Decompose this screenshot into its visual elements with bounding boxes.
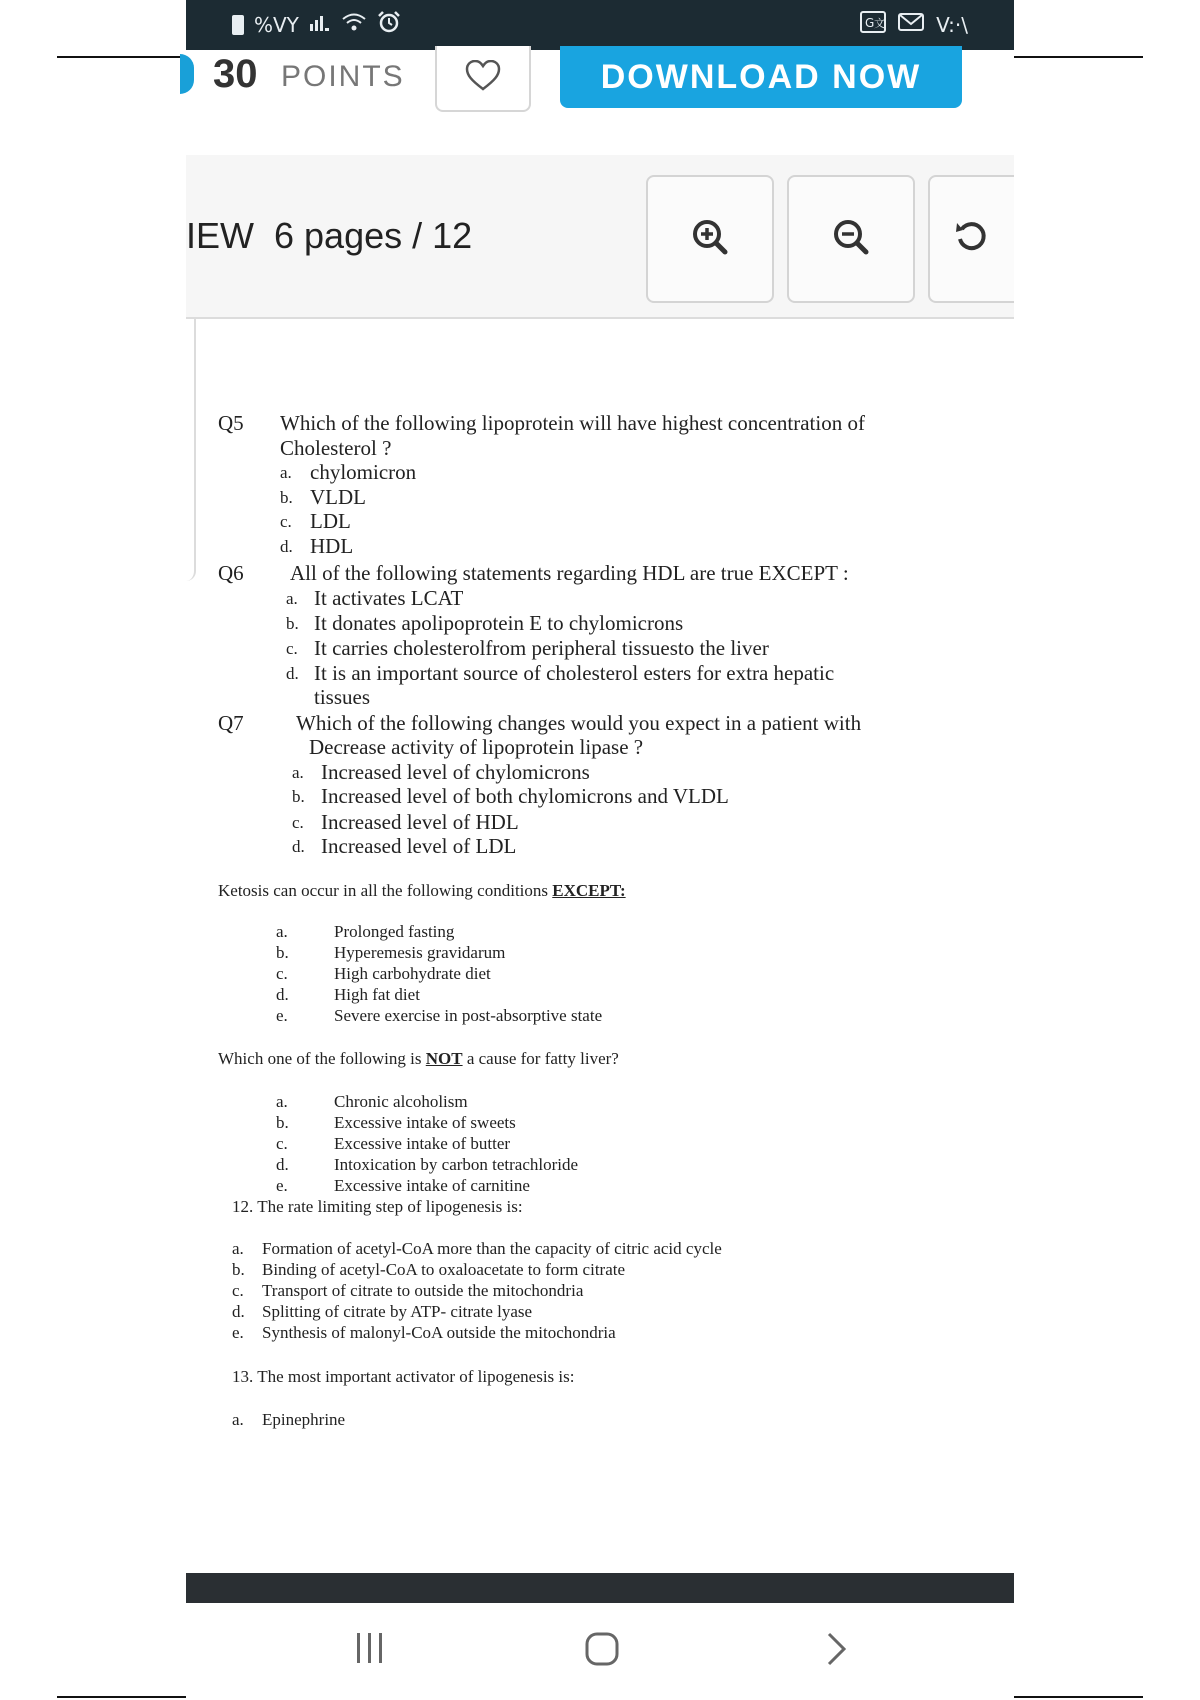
ketosis-question — [218, 881, 626, 901]
q6-option-a-letter: a. — [286, 589, 298, 608]
home-icon — [584, 1631, 620, 1672]
viewer-bottom-bar — [186, 1573, 1014, 1603]
system-nav-bar — [186, 1603, 1014, 1700]
ketosis-option-a: Prolonged fasting — [334, 922, 455, 941]
ketosis-option-d: High fat diet — [334, 985, 420, 1004]
q7-text-line2: Decrease activity of lipoprotein lipase ? — [309, 735, 644, 759]
ketosis-option-d-letter: d. — [276, 985, 289, 1004]
fatty-option-a: Chronic alcoholism — [334, 1092, 468, 1111]
q6-number: Q6 — [218, 561, 244, 585]
ketosis-emph: EXCEPT: — [552, 881, 626, 900]
q6-option-d-letter: d. — [286, 664, 299, 683]
status-bar — [186, 0, 1014, 50]
document-page — [186, 318, 1014, 1573]
q6-option-c: It carries cholesterolfrom peripheral tissuesto the liver — [314, 636, 769, 660]
fatty-option-b: Excessive intake of sweets — [334, 1113, 516, 1132]
favorite-button[interactable] — [435, 46, 531, 112]
ketosis-option-c: High carbohydrate diet — [334, 964, 491, 983]
q5-option-b-letter: b. — [280, 488, 293, 507]
svg-text:G: G — [865, 16, 875, 30]
zoom-in-button[interactable] — [646, 175, 774, 303]
ketosis-option-b: Hyperemesis gravidarum — [334, 943, 506, 962]
q12-option-c: Transport of citrate to outside the mitochondria — [262, 1281, 584, 1300]
q13-text: 13. The most important activator of lipogenesis is: — [232, 1367, 575, 1386]
recent-apps-button[interactable] — [354, 1631, 386, 1670]
svg-text:文: 文 — [874, 17, 886, 30]
fatty-liver-question — [218, 1049, 619, 1069]
rotate-button[interactable] — [928, 175, 1014, 303]
back-icon — [824, 1631, 848, 1672]
ketosis-text: Ketosis can occur in all the following conditions — [218, 881, 553, 900]
ketosis-option-c-letter: c. — [276, 964, 288, 983]
back-tab[interactable] — [180, 54, 194, 94]
q6-option-b: It donates apolipoprotein E to chylomicrons — [314, 611, 684, 635]
points-value: 30 — [213, 52, 258, 96]
q12-option-c-letter: c. — [232, 1281, 244, 1300]
q12-option-d-letter: d. — [232, 1302, 245, 1321]
zoom-out-icon — [832, 218, 870, 261]
q5-option-d-letter: d. — [280, 537, 293, 556]
page-counter: IEW 6 pages / 12 — [186, 215, 473, 256]
q6-option-c-letter: c. — [286, 639, 298, 658]
q12-option-a-letter: a. — [232, 1239, 244, 1258]
points-label: POINTS — [281, 60, 405, 93]
clock: V:·\ — [936, 12, 968, 37]
q5-text-line1: Which of the following lipoprotein will have highest concentration of — [280, 411, 865, 435]
fatty-liver-text-after: a cause for fatty liver? — [462, 1049, 619, 1068]
home-button[interactable] — [584, 1631, 620, 1672]
q5-option-a: chylomicron — [310, 460, 417, 484]
gmail-icon — [898, 12, 924, 37]
heart-icon — [465, 60, 501, 97]
q7-option-b: Increased level of both chylomicrons and VLDL — [321, 784, 729, 808]
q6-text: All of the following statements regarding HDL are true EXCEPT : — [290, 561, 849, 585]
q6-option-b-letter: b. — [286, 614, 299, 633]
signal-icon — [309, 12, 331, 37]
rotate-icon — [954, 219, 990, 260]
battery-icon — [232, 15, 244, 35]
alarm-icon — [377, 11, 401, 38]
q12-option-a: Formation of acetyl-CoA more than the capacity of citric acid cycle — [262, 1239, 722, 1258]
zoom-out-button[interactable] — [787, 175, 915, 303]
fatty-option-e: Excessive intake of carnitine — [334, 1176, 530, 1195]
q12-option-d: Splitting of citrate by ATP- citrate lyase — [262, 1302, 533, 1321]
fatty-option-a-letter: a. — [276, 1092, 288, 1111]
ketosis-option-b-letter: b. — [276, 943, 289, 962]
battery-percent: %VY — [254, 12, 299, 37]
viewer-toolbar — [186, 155, 1014, 319]
q6-option-d-cont: tissues — [314, 685, 371, 709]
q12-option-b: Binding of acetyl-CoA to oxaloacetate to form citrate — [262, 1260, 626, 1279]
q7-option-b-letter: b. — [292, 787, 305, 806]
ketosis-option-e: Severe exercise in post-absorptive state — [334, 1006, 603, 1025]
top-divider-left — [57, 56, 187, 58]
q13-option-a-letter: a. — [232, 1410, 244, 1429]
q5-option-b: VLDL — [310, 485, 366, 509]
fatty-option-c: Excessive intake of butter — [334, 1134, 511, 1153]
fatty-liver-text-before: Which one of the following is — [218, 1049, 426, 1068]
q6-option-d: It is an important source of cholesterol esters for extra hepatic — [314, 661, 835, 685]
ketosis-option-e-letter: e. — [276, 1006, 288, 1025]
q12-option-e: Synthesis of malonyl-CoA outside the mitochondria — [262, 1323, 616, 1342]
fatty-option-d: Intoxication by carbon tetrachloride — [334, 1155, 579, 1174]
q7-option-d: Increased level of LDL — [321, 834, 517, 858]
q12-option-e-letter: e. — [232, 1323, 244, 1342]
zoom-in-icon — [691, 218, 729, 261]
q7-option-c: Increased level of HDL — [321, 810, 519, 834]
q6-option-a: It activates LCAT — [314, 586, 464, 610]
q5-option-a-letter: a. — [280, 463, 292, 482]
recent-apps-icon — [354, 1631, 386, 1670]
q5-option-c-letter: c. — [280, 512, 292, 531]
q7-option-c-letter: c. — [292, 813, 304, 832]
wifi-icon — [341, 12, 367, 37]
q7-number: Q7 — [218, 711, 244, 735]
q12-text: 12. The rate limiting step of lipogenesis is: — [232, 1197, 523, 1216]
q5-number: Q5 — [218, 411, 244, 435]
ketosis-option-a-letter: a. — [276, 922, 288, 941]
q12-option-b-letter: b. — [232, 1260, 245, 1279]
fatty-option-b-letter: b. — [276, 1113, 289, 1132]
phone-screen — [186, 0, 1014, 1700]
points-row — [186, 50, 1014, 120]
q5-option-d: HDL — [310, 534, 354, 558]
q7-text-line1: Which of the following changes would you expect in a patient with — [296, 711, 862, 735]
q7-option-a: Increased level of chylomicrons — [321, 760, 590, 784]
q7-option-a-letter: a. — [292, 763, 304, 782]
q7-option-d-letter: d. — [292, 837, 305, 856]
fatty-option-e-letter: e. — [276, 1176, 288, 1195]
download-now-button[interactable]: DOWNLOAD NOW — [560, 46, 962, 108]
q5-option-c: LDL — [310, 509, 351, 533]
q13-option-a: Epinephrine — [262, 1410, 346, 1429]
back-button[interactable] — [824, 1631, 848, 1672]
top-divider-right — [1013, 56, 1143, 58]
fatty-liver-emph: NOT — [425, 1049, 463, 1068]
fatty-option-c-letter: c. — [276, 1134, 288, 1153]
q5-text-line2: Cholesterol ? — [280, 436, 392, 460]
translate-icon — [860, 11, 886, 38]
fatty-option-d-letter: d. — [276, 1155, 289, 1174]
